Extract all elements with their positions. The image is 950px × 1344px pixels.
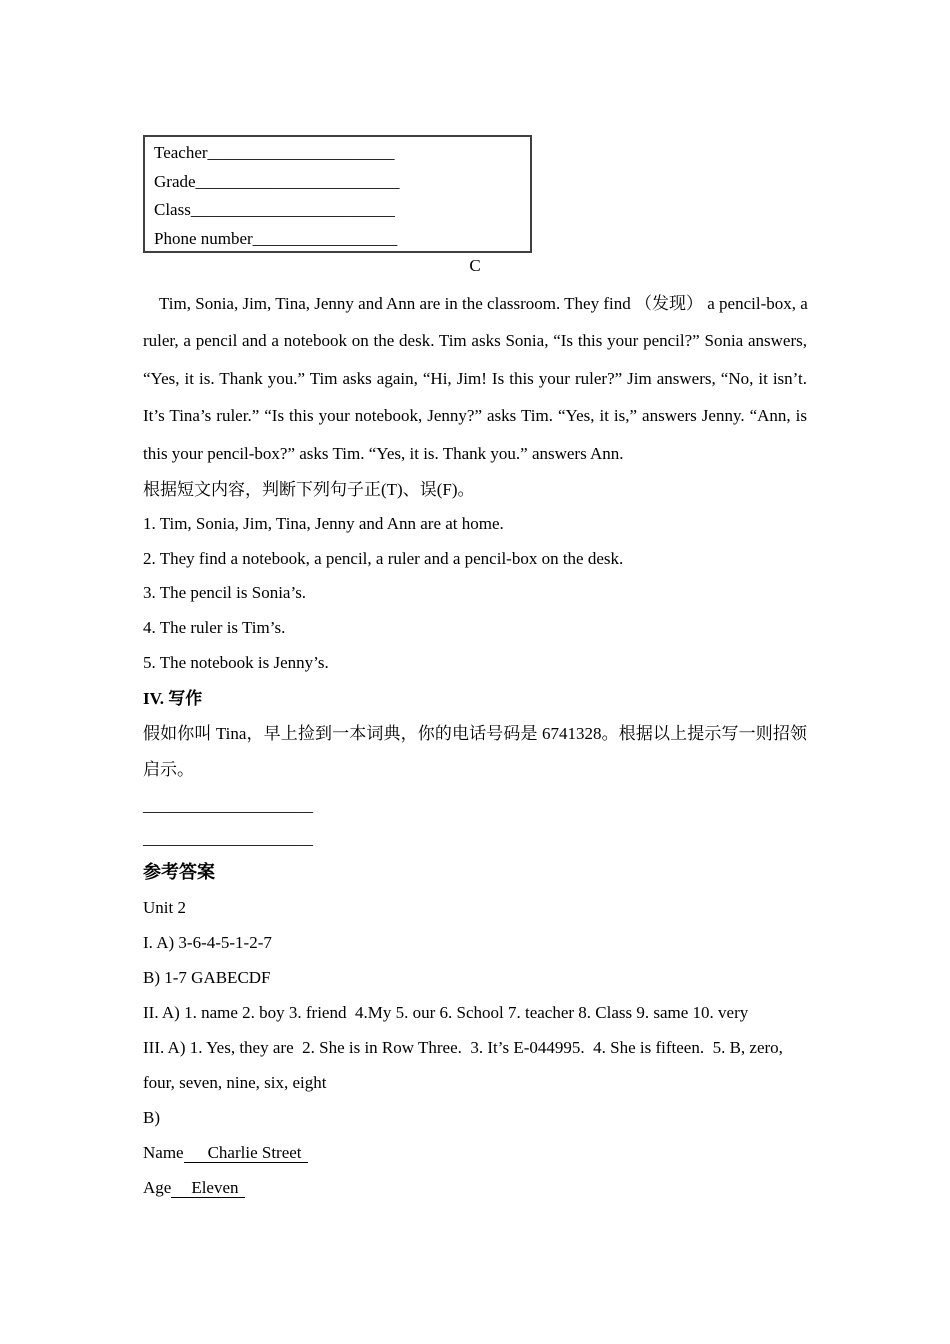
passage-line: this your pencil-box?” asks Tim. “Yes, it is. Thank you.” answers Ann. [143,443,624,463]
answer-key-heading: 参考答案 [143,861,215,882]
name-value: Charlie Street [184,1143,308,1163]
answer-line-III-B: B) [143,1107,160,1127]
tf-item-1: 1. Tim, Sonia, Jim, Tina, Jenny and Ann are at home. [143,514,504,534]
info-row-class [154,196,530,225]
info-row-label: Phone number [154,228,253,248]
name-label: Name [143,1142,184,1162]
info-row-blank-line: ______________________ [207,143,395,162]
writing-section-heading: IV. 写作 [143,688,203,708]
info-row-label: Teacher [154,143,208,162]
answer-line-III-A: III. A) 1. Yes, they are 2. She is in Row Three. 3. It’s E-044995. 4. She is fifteen. 5. B, zero, [143,1037,783,1057]
age-answer-row [143,1170,807,1205]
age-label: Age [143,1177,172,1197]
tf-item-5: 5. The notebook is Jenny’s. [143,652,329,672]
passage-line: It’s Tina’s ruler.” “Is this your notebook, Jenny?” asks Tim. “Yes, it is,” answers Jenny. “Ann, is [143,406,807,426]
info-row-teacher [154,139,530,168]
contact-info-box [143,135,532,253]
passage-line: Tim, Sonia, Jim, Tina, Jenny and Ann are in the classroom. They find （发现） a pencil-box, a [159,294,808,313]
tf-item-3: 3. The pencil is Sonia’s. [143,583,307,603]
tf-item-4: 4. The ruler is Tim’s. [143,618,286,638]
answer-line-I-A: I. A) 3-6-4-5-1-2-7 [143,932,272,952]
writing-answer-blank-line: ____________________ [143,828,313,848]
info-row-blank-line: ________________________ [195,171,400,191]
info-row-label: Class [154,200,191,220]
answer-unit-label: Unit 2 [143,897,186,917]
age-value: Eleven [171,1178,244,1198]
writing-prompt-line: 假如你叫 Tina，早上捡到一本词典，你的电话号码是 6741328。根据以上提示写一则招领 [143,723,807,743]
tf-item-2: 2. They find a notebook, a pencil, a ruler and a pencil-box on the desk. [143,548,624,568]
writing-prompt-line: 启示。 [143,760,194,780]
info-row-blank-line: _________________ [252,228,398,248]
passage-line: ruler, a pencil and a notebook on the desk. Tim asks Sonia, “Is this your pencil?” Sonia answers, [143,331,807,351]
info-row-blank-line: ________________________ [190,200,395,220]
answer-line-II-A: II. A) 1. name 2. boy 3. friend 4.My 5. our 6. School 7. teacher 8. Class 9. same 10. very [143,1002,749,1022]
answer-line-III-A-cont: four, seven, nine, six, eight [143,1072,327,1092]
passage-line: “Yes, it is. Thank you.” Tim asks again, “Hi, Jim! Is this your ruler?” Jim answers, “No, it isn’t. [143,368,807,388]
writing-answer-blank-line: ____________________ [143,795,313,815]
info-row-label: Grade [154,171,196,191]
section-c-label: C [469,256,481,275]
true-false-instruction: 根据短文内容，判断下列句子正(T)、误(F)。 [143,480,475,500]
info-row-phone-number [154,225,530,254]
answer-line-I-B: B) 1-7 GABECDF [143,967,271,987]
name-answer-row [143,1135,807,1170]
reading-passage [143,285,807,472]
info-row-grade [154,168,530,197]
